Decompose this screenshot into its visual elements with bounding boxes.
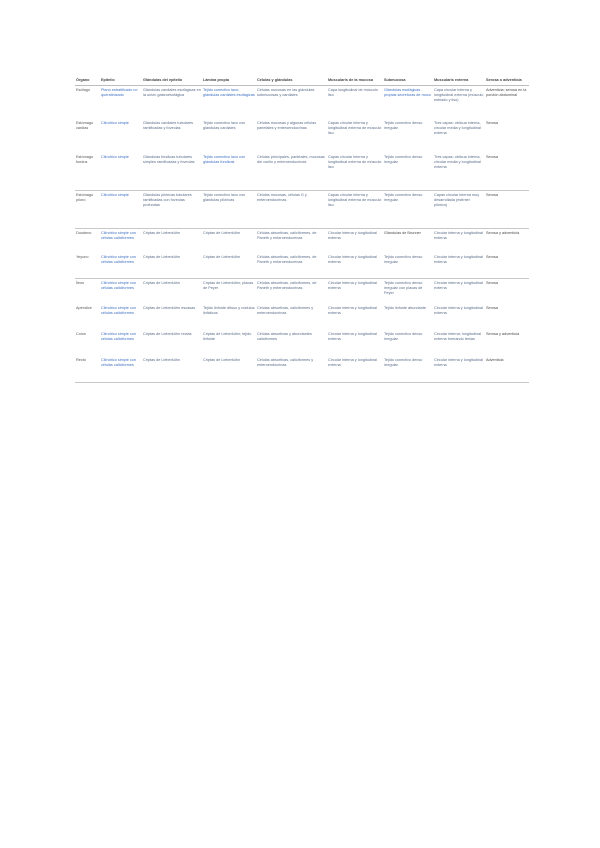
table-cell: Glándulas esofágicas propias secretoras de moco: [384, 87, 431, 97]
table-cell: Tejido conectivo denso irregular: [383, 191, 433, 229]
table-cell: Cilíndrico simple con células caliciformes: [101, 306, 137, 316]
table-cell: Circular interna y longitudinal externa: [327, 357, 383, 383]
table-cell: Tejido conectivo denso irregular: [384, 155, 423, 165]
table-cell: Cilíndrico simple con células caliciformes: [100, 279, 142, 305]
table-cell: Cilíndrico simple: [100, 191, 142, 229]
table-cell: Tres capas: oblicua interna, circular media y longitudinal externa: [434, 121, 481, 136]
table-cell: Adventicia: [485, 357, 529, 383]
table-cell: Criptas de Lieberkühn: [202, 229, 256, 254]
table-cell: Cilíndrico simple con células caliciformes: [101, 332, 137, 342]
document-page: [75, 76, 529, 383]
table-cell: Tejido linfoide abundante: [384, 306, 427, 311]
table-cell: Circular interna y longitudinal externa: [328, 255, 377, 265]
table-cell: Circular interna; longitudinal externa formando tenias: [434, 332, 482, 342]
table-cell: Capas circular interna y longitudinal externa de músculo liso: [327, 191, 383, 229]
table-cell: Células mucosas en las glándulas submucosas y cardiales: [257, 87, 315, 97]
table-cell: Serosa: [486, 306, 499, 311]
table-cell: Cilíndrico simple: [101, 121, 129, 126]
table-row: [75, 279, 529, 305]
table-cell: Cilíndrico simple con células caliciformes: [100, 229, 142, 254]
table-row: [75, 229, 529, 254]
table-cell: Circular interna y longitudinal externa: [328, 332, 377, 342]
table-cell: Células absortivas, caliciformes, de Paneth y enteroendocrinas: [256, 229, 327, 254]
table-cell: Tejido linfoide difuso y nódulos linfáticos: [203, 306, 255, 316]
table-row: [75, 305, 529, 331]
column-header: Lámina propia: [202, 76, 256, 86]
table-cell: Criptas de Lieberkühn: [202, 357, 256, 383]
column-header: Glándulas del epitelio: [142, 76, 202, 86]
table-cell: Células mucosas, células G y enteroendocrinas: [256, 191, 327, 229]
table-cell: Tejido conectivo denso irregular: [384, 121, 423, 131]
table-cell: Adventicia; serosa en la porción abdominal: [486, 87, 527, 97]
table-cell: Glándulas pilóricas tubulares ramificadas con foveolas profundas: [142, 191, 202, 229]
table-cell: Circular interna y longitudinal externa: [434, 255, 483, 265]
table-row: [75, 254, 529, 279]
table-cell: Serosa: [485, 279, 529, 305]
table-cell: Glándulas fúndicas tubulares simples ramificadas y foveolas: [143, 155, 195, 165]
table-cell: Serosa: [486, 255, 499, 260]
table-cell: Criptas de Lieberkühn: [203, 255, 241, 260]
table-cell: Criptas de Lieberkühn: [142, 357, 202, 383]
table-cell: Criptas de Lieberkühn: [143, 255, 181, 260]
table-cell: Tejido conectivo laxo; glándulas cardiales esofágicas: [203, 87, 255, 97]
table-cell: Glándulas cardiales tubulares ramificadas y foveolas: [143, 121, 194, 131]
table-cell: Glándulas cardiales esofágicas en la unión gastroesofágica: [143, 87, 201, 97]
table-cell: Células absortivas, caliciformes y enteroendocrinas: [256, 357, 327, 383]
table-cell: Criptas de Lieberkühn: [142, 279, 202, 305]
table-cell: Estómago píloro: [75, 191, 100, 229]
table-cell: Serosa: [486, 121, 499, 126]
column-header: Epitelio: [100, 76, 142, 86]
table-cell: Capas circular interna y longitudinal externa de músculo liso: [328, 155, 382, 170]
table-cell: Criptas de Lieberkühn rectas: [143, 332, 192, 337]
table-cell: Células absortivas, caliciformes y enteroendocrinas: [257, 306, 314, 316]
table-cell: Circular interna y longitudinal externa: [434, 306, 483, 316]
table-cell: Tejido conectivo laxo con glándulas pilóricas: [202, 191, 256, 229]
table-cell: Criptas de Lieberkühn; tejido linfoide: [203, 332, 252, 342]
table-cell: Capas circular interna y longitudinal externa de músculo liso: [328, 121, 382, 136]
table-cell: Células absortivas, caliciformes, de Paneth y enteroendocrinas: [256, 279, 327, 305]
table-cell: Serosa y adventicia: [485, 229, 529, 254]
table-row: [75, 331, 529, 357]
table-cell: Circular interna y longitudinal externa: [327, 279, 383, 305]
table-cell: Cilíndrico simple con células caliciformes: [101, 255, 137, 265]
table-cell: Criptas de Lieberkühn escasas: [143, 306, 196, 311]
table-cell: Circular interna y longitudinal externa: [328, 306, 377, 316]
table-cell: Cilíndrico simple: [101, 155, 129, 160]
table-cell: Células principales, parietales, mucosas del cuello y enteroendocrinas: [257, 155, 325, 165]
table-cell: Serosa: [486, 155, 499, 160]
table-cell: Recto: [75, 357, 100, 383]
table-cell: Duodeno: [75, 229, 100, 254]
table-cell: Cilíndrico simple con células caliciformes: [100, 357, 142, 383]
table-row: [75, 191, 529, 229]
table-cell: Yeyuno: [76, 255, 89, 260]
table-cell: Glándulas de Brunner: [383, 229, 433, 254]
table-row: [75, 120, 529, 154]
table-cell: Tejido conectivo laxo con glándulas cardiales: [203, 121, 246, 131]
table-cell: Capa circular interna y longitudinal externa (músculo estriado y liso): [434, 87, 484, 102]
table-row: [75, 86, 529, 120]
table-cell: Serosa: [485, 191, 529, 229]
table-cell: Tejido conectivo denso irregular: [384, 332, 423, 342]
column-header: Serosa o adventicia: [485, 76, 529, 86]
column-header: Submucosa: [383, 76, 433, 86]
table-cell: Tejido conectivo laxo con glándulas fúndicas: [203, 155, 246, 165]
table-cell: Células mucosas y algunas células parietales y enteroendocrinas: [257, 121, 317, 131]
table-cell: Células absortivas, caliciformes, de Paneth y enteroendocrinas: [257, 255, 317, 265]
table-cell: Tejido conectivo denso irregular: [383, 357, 433, 383]
histology-table: [75, 76, 529, 383]
column-header: Muscularis de la mucosa: [327, 76, 383, 86]
table-row: [75, 357, 529, 383]
table-cell: Circular interna y longitudinal externa: [433, 357, 485, 383]
column-header: Células y glándulas: [256, 76, 327, 86]
table-cell: Colon: [76, 332, 86, 337]
table-header-row: [75, 76, 529, 86]
table-cell: Circular interna y longitudinal externa: [327, 229, 383, 254]
table-cell: Criptas de Lieberkühn: [142, 229, 202, 254]
table-cell: Circular interna y longitudinal externa: [433, 279, 485, 305]
table-cell: Estómago fundus: [76, 155, 94, 165]
table-cell: Esófago: [76, 87, 90, 92]
table-cell: Estómago cardias: [76, 121, 94, 131]
table-cell: Tres capas: oblicua interna, circular media y longitudinal externa: [434, 155, 481, 170]
table-cell: Íleon: [75, 279, 100, 305]
table-cell: Células absortivas y abundantes caliciformes: [257, 332, 312, 342]
table-cell: Criptas de Lieberkühn; placas de Peyer: [202, 279, 256, 305]
column-header: Órgano: [75, 76, 100, 86]
table-row: [75, 154, 529, 191]
column-header: Muscularis externa: [433, 76, 485, 86]
table-cell: Apéndice: [76, 306, 92, 311]
table-cell: Capas circular interna muy desarrollada (esfínter pilórico): [433, 191, 485, 229]
table-cell: Circular interna y longitudinal externa: [433, 229, 485, 254]
table-cell: Serosa y adventicia: [486, 332, 520, 337]
table-cell: Tejido conectivo denso irregular con placas de Peyer: [383, 279, 433, 305]
table-cell: Plano estratificado no queratinizado: [101, 87, 138, 97]
table-cell: Capa longitudinal de músculo liso: [328, 87, 378, 97]
table-cell: Tejido conectivo denso irregular: [384, 255, 423, 265]
